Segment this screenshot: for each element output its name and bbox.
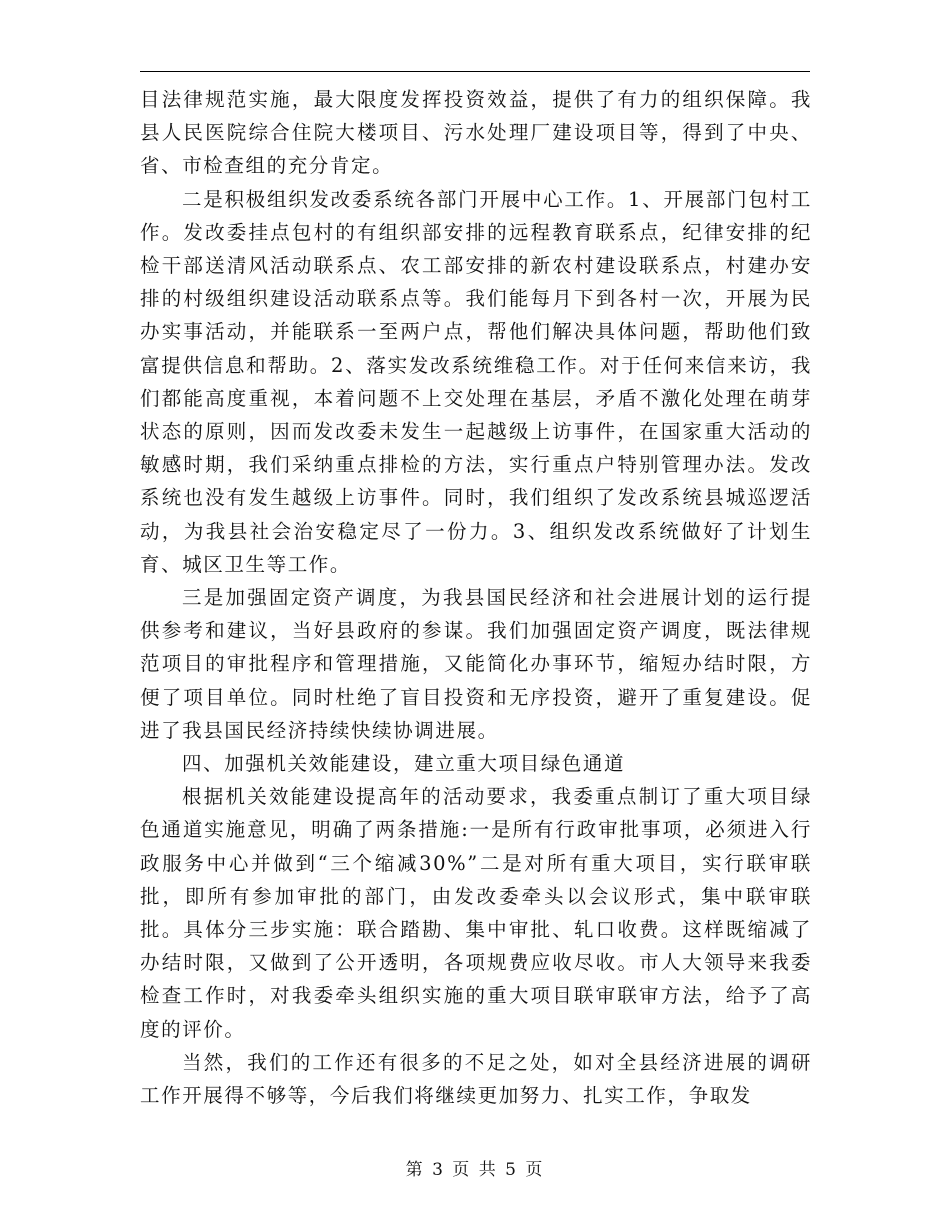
paragraph-shortcomings: 当然，我们的工作还有很多的不足之处，如对全县经济进展的调研工作开展得不够等，今后我们将继续更加努力、扎实工作，争取发 — [140, 1050, 812, 1108]
header-rule — [140, 71, 810, 72]
paragraph-continuation: 目法律规范实施，最大限度发挥投资效益，提供了有力的组织保障。我县人民医院综合住院大楼项目、污水处理厂建设项目等，得到了中央、省、市检查组的充分肯定。 — [140, 88, 812, 178]
paragraph-green-channel: 根据机关效能建设提高年的活动要求，我委重点制订了重大项目绿色通道实施意见，明确了两条措施:一是所有行政审批事项，必须进入行政服务中心并做到“三个缩减30%”二是对所有重大项目，实行联审联批，即所有参加审批的部门，由发改委牵头以会议形式，集中联审联批。具体分三步实施：联合踏勘、集中审批、轧口收费。这样既缩减了办结时限，又做到了公开透明，各项规费应收尽收。市人大领导来我委检查工作时，对我委牵头组织实施的重大项目联审联审方法，给予了高度的评价。 — [140, 785, 812, 1041]
page-number-footer: 第 3 页 共 5 页 — [405, 1160, 545, 1180]
section-heading: 四、加强机关效能建设，建立重大项目绿色通道 — [182, 752, 626, 776]
paragraph-second-point: 二是积极组织发改委系统各部门开展中心工作。1、开展部门包村工作。发改委挂点包村的有组织部安排的远程教育联系点，纪律安排的纪检干部送清风活动联系点、农工部安排的新农村建设联系点，村建办安排的村级组织建设活动联系点等。我们能每月下到各村一次，开展为民办实事活动，并能联系一至两户点，帮他们解决具体问题，帮助他们致富提供信息和帮助。2、落实发改系统维稳工作。对于任何来信来访，我们都能高度重视，本着问题不上交处理在基层，矛盾不激化处理在萌芽状态的原则，因而发改委未发生一起越级上访事件，在国家重大活动的敏感时期，我们采纳重点排检的方法，实行重点户特别管理办法。发改系统也没有发生越级上访事件。同时，我们组织了发改系统县城巡逻活动，为我县社会治安稳定尽了一份力。3、组织发改系统做好了计划生育、城区卫生等工作。 — [140, 187, 812, 576]
document-body — [140, 83, 812, 1112]
paragraph-third-point: 三是加强固定资产调度，为我县国民经济和社会进展计划的运行提供参考和建议，当好县政府的参谋。我们加强固定资产调度，既法律规范项目的审批程序和管理措施，又能简化办事环节，缩短办结时限，方便了项目单位。同时杜绝了盲目投资和无序投资，避开了重复建设。促进了我县国民经济持续快续协调进展。 — [140, 586, 812, 742]
